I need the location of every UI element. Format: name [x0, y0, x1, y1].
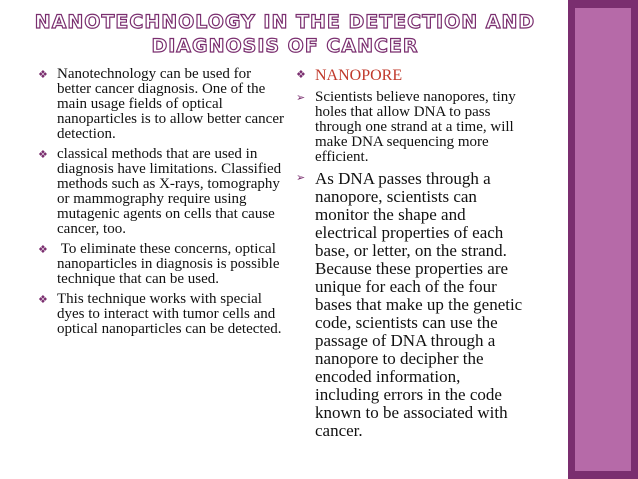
- nanopore-heading-item: [293, 67, 528, 85]
- left-bullet-text-1: Nanotechnology can be used for better cancer diagnosis. One of the main usage fields of optical nanoparticles is to allow better cancer detection.: [57, 66, 284, 142]
- right-bullet-text-2: As DNA passes through a nanopore, scientists can monitor the shape and electrical properties of each base, or letter, on the strand. Because these properties are unique for each of the four bases that make up the genetic code, scientists can use the passage of DNA through a nanopore to decipher the encoded information, including errors in the code known to be associated with cancer.: [315, 169, 523, 440]
- left-bullet-item-2: [35, 147, 285, 237]
- right-bullet-item-2: [293, 170, 528, 440]
- left-bullet-text-2: classical methods that are used in diagnosis have limitations. Classified methods such as X-rays, tomography or mammography require using mutagenic agents on cells that cause cancer, too.: [57, 146, 282, 237]
- diamond-dots-bullet-icon: ❖: [38, 149, 48, 161]
- decorative-sidebar-inner: [575, 8, 631, 471]
- arrowhead-bullet-icon: ➢: [296, 92, 306, 104]
- left-bullet-item-4: [35, 292, 285, 337]
- diamond-dots-bullet-icon: ❖: [296, 69, 306, 81]
- left-column: [35, 67, 285, 342]
- diamond-dots-bullet-icon: ❖: [38, 244, 48, 256]
- left-bullet-text-3: To eliminate these concerns, optical nanoparticles in diagnosis is possible technique that can be used.: [57, 241, 284, 287]
- left-bullet-item-1: [35, 67, 285, 142]
- right-bullet-item-1: [293, 90, 528, 165]
- slide-title-line-1: NANOTECHNOLOGY IN THE DETECTION AND: [34, 11, 536, 33]
- nanopore-heading: NANOPORE: [315, 67, 403, 84]
- left-bullet-text-4: This technique works with special dyes to interact with tumor cells and optical nanoparticles can be detected.: [57, 291, 282, 337]
- diamond-dots-bullet-icon: ❖: [38, 69, 48, 81]
- left-bullet-item-3: [35, 242, 285, 287]
- right-column: [293, 67, 528, 445]
- slide-title: [20, 10, 550, 58]
- right-bullet-text-1: Scientists believe nanopores, tiny holes that allow DNA to pass through one strand at a time, will make DNA sequencing more efficient.: [315, 89, 516, 165]
- arrowhead-bullet-icon: ➢: [296, 172, 306, 184]
- slide-title-line-2: DIAGNOSIS OF CANCER: [151, 35, 419, 57]
- diamond-dots-bullet-icon: ❖: [38, 294, 48, 306]
